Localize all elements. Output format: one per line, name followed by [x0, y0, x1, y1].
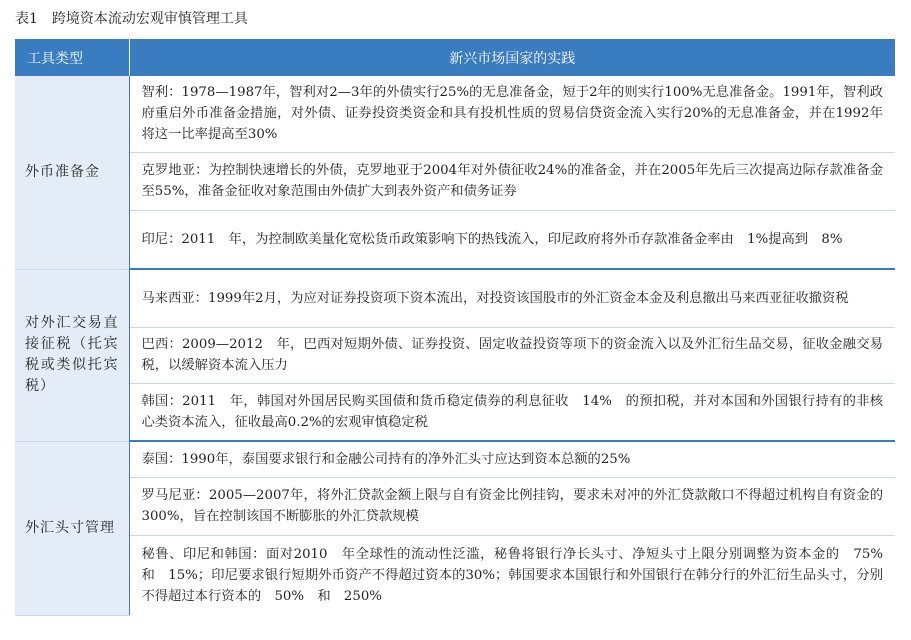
table-row	[15, 210, 895, 269]
practice-cell: 印尼：2011 年，为控制欧美量化宽松货币政策影响下的热钱流入，印尼政府将外币存款准备金率由 1%提高到 8%	[129, 210, 895, 269]
table-row	[15, 477, 895, 535]
practice-cell: 智利：1978—1987年，智利对2—3年的外债实行25%的无息准备金，短于2年的则实行100%无息准备金。1991年，智利政府重启外币准备金措施，对外债、证券投资类资金和具有投机性质的贸易信贷资金流入实行20%的无息准备金，并在1992年将这一比率提高至30%	[129, 76, 895, 152]
practice-cell: 克罗地亚：为控制快速增长的外债，克罗地亚于2004年对外债征收24%的准备金，并在2005年先后三次提高边际存款准备金至55%，准备金征收对象范围由外债扩大到表外资产和债务证券	[129, 152, 895, 210]
practice-cell: 罗马尼亚：2005—2007年，将外汇贷款金额上限与自有资金比例挂钩，要求未对冲的外汇贷款敞口不得超过机构自有资金的300%，旨在控制该国不断膨胀的外汇贷款规模	[129, 477, 895, 535]
table-row	[15, 152, 895, 210]
practice-cell: 秘鲁、印尼和韩国：面对2010 年全球性的流动性泛滥，秘鲁将银行净长头寸、净短头寸上限分别调整为资本金的 75% 和 15%；印尼要求银行短期外币资产不得超过资本的30%；韩国要求本国银行和外国银行在韩分行的外汇衍生品头寸，分别不得超过本行资本的 50% 和 250%	[141, 546, 897, 604]
table-row	[15, 76, 895, 152]
practice-cell: 韩国：2011 年，韩国对外国居民购买国债和货币稳定债券的利息征收 14% 的预扣税，并对本国和外国银行持有的非核心类资本流入，征收最高0.2%的宏观审慎稳定税	[129, 383, 895, 441]
table-row	[15, 383, 895, 441]
table-header-row	[15, 39, 895, 76]
practice-cell: 马来西亚：1999年2月，为应对证券投资项下资本流出，对投资该国股市的外汇资金本金及利息撤出马来西亚征收撤资税	[129, 269, 895, 327]
tool-type-cell: 对外汇交易直接征税（托宾税或类似托宾税）	[15, 269, 129, 441]
table-row	[15, 269, 895, 327]
table-row	[15, 535, 895, 615]
tool-type-cell: 外币准备金	[15, 76, 129, 269]
macroprudential-tools-table	[15, 39, 895, 616]
practice-cell: 泰国：1990年，泰国要求银行和金融公司持有的净外汇头寸应达到资本总额的25%	[129, 441, 895, 477]
header-tool-type: 工具类型	[15, 39, 129, 76]
tool-type-cell: 外汇头寸管理	[15, 441, 129, 615]
practice-cell: 巴西：2009—2012 年，巴西对短期外债、证券投资、固定收益投资等项下的资金流入以及外汇衍生品交易，征收金融交易税，以缓解资本流入压力	[129, 327, 895, 383]
table-row	[15, 327, 895, 383]
header-practice: 新兴市场国家的实践	[129, 39, 895, 76]
table-row	[15, 441, 895, 477]
table-caption: 表1 跨境资本流动宏观审慎管理工具	[15, 11, 248, 27]
